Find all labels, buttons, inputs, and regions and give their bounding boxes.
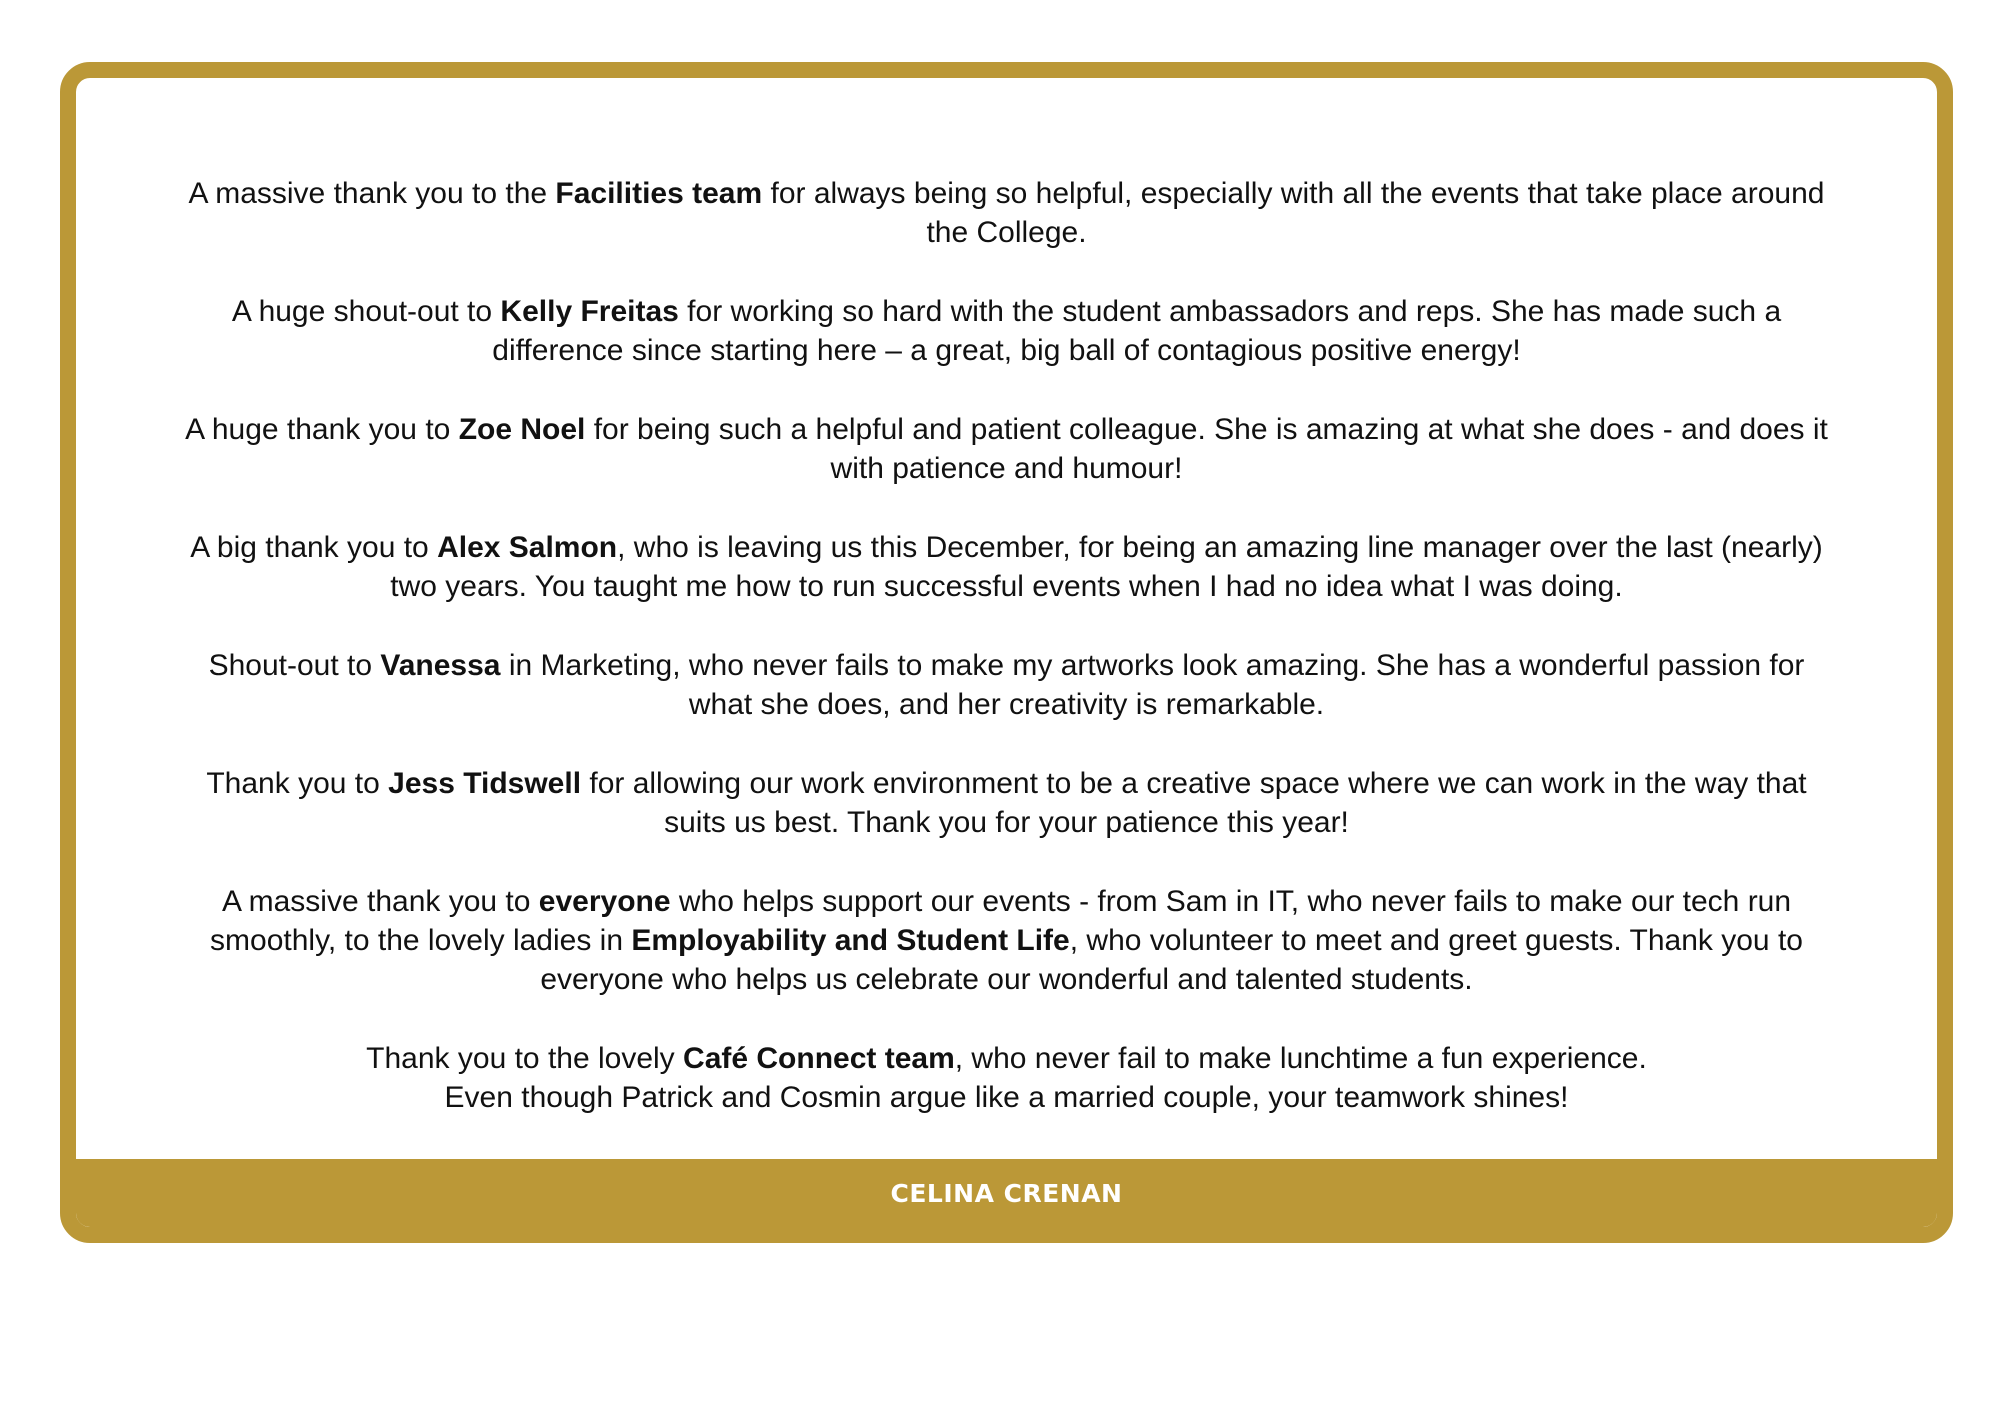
message-text: for allowing our work environment to be a creative space where we can work in the way that suits us best. Thank you for your patience this year! (581, 767, 1807, 839)
thank-you-message (176, 174, 1837, 252)
message-text: A huge shout-out to (231, 295, 501, 328)
message-text: for working so hard with the student ambassadors and reps. She has made such a difference since starting here – a great, big ball of contagious positive energy! (492, 295, 1782, 367)
message-text: A massive thank you to (221, 885, 539, 918)
message-text: in Marketing, who never fails to make my artworks look amazing. She has a wonderful passion for what she does, and her creativity is remarkable. (500, 649, 1805, 721)
recipient-name: Café Connect team (683, 1042, 955, 1075)
recipient-name: everyone (538, 885, 671, 918)
message-text: , who never fail to make lunchtime a fun experience. (954, 1042, 1647, 1075)
message-text: for always being so helpful, especially with all the events that take place around the College. (762, 177, 1825, 249)
recipient-name: Alex Salmon (437, 531, 618, 564)
message-text: Even though Patrick and Cosmin argue like a married couple, your teamwork shines! (444, 1081, 1569, 1114)
recipient-name: Zoe Noel (458, 413, 586, 446)
message-text: Thank you to (206, 767, 389, 800)
recipient-name: Kelly Freitas (500, 295, 679, 328)
thank-you-message (176, 292, 1837, 370)
message-text: for being such a helpful and patient colleague. She is amazing at what she does - and does it with patience and humour! (585, 413, 1828, 485)
card-footer (76, 1159, 1937, 1227)
thank-you-message (176, 410, 1837, 488)
thank-you-message (176, 646, 1837, 724)
recipient-name: Jess Tidswell (388, 767, 582, 800)
thank-you-message (176, 1039, 1837, 1117)
author-name: CELINA CRENAN (890, 1178, 1123, 1208)
recipient-name: Facilities team (555, 177, 763, 210)
message-text: , who volunteer to meet and greet guests. Thank you to everyone who helps us celebrate our wonderful and talented students. (540, 924, 1803, 996)
recipient-name: Employability and Student Life (631, 924, 1070, 957)
message-text: Shout-out to (208, 649, 381, 682)
recipient-name: Vanessa (380, 649, 501, 682)
message-text: A big thank you to (190, 531, 438, 564)
thank-you-card (60, 62, 1953, 1243)
message-text: who helps support our events - from Sam in IT, who never fails to make our tech run smoothly, to the lovely ladies in (210, 885, 1792, 957)
thank-you-message (176, 528, 1837, 606)
message-text: A massive thank you to the (188, 177, 556, 210)
messages-body (76, 174, 1937, 1157)
thank-you-message (176, 882, 1837, 999)
thank-you-message (176, 764, 1837, 842)
message-text: A huge thank you to (185, 413, 459, 446)
message-text: Thank you to the lovely (366, 1042, 684, 1075)
message-text: , who is leaving us this December, for being an amazing line manager over the last (nearly) two years. You taught me how to run successful events when I had no idea what I was doing. (390, 531, 1823, 603)
